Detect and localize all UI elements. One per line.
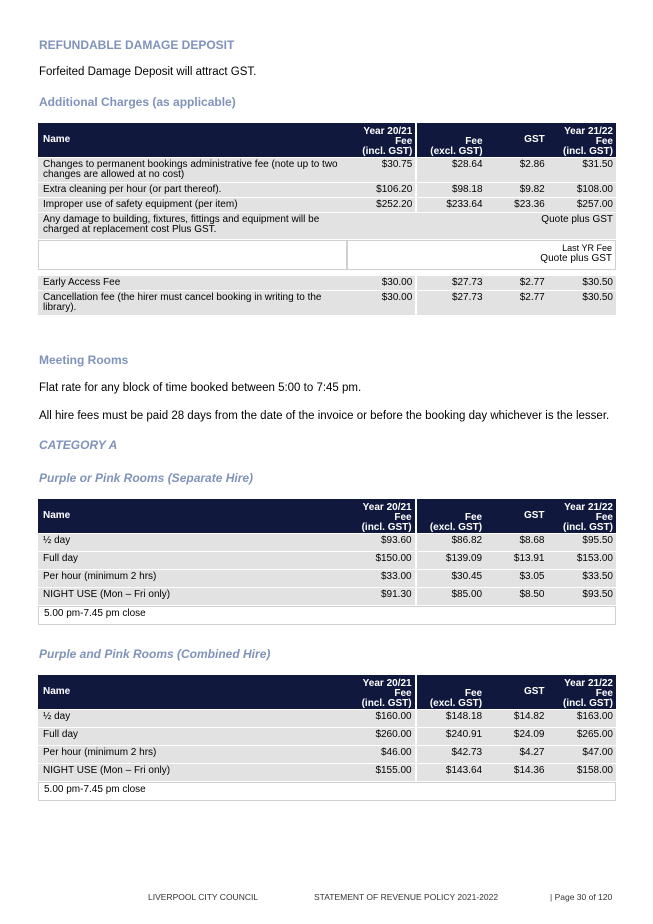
row-gst: $8.50	[485, 588, 547, 605]
row-new-fee: $265.00	[548, 728, 617, 745]
row-name: Improper use of safety equipment (per item)	[38, 198, 347, 212]
header-fee-excl	[415, 675, 485, 709]
header-year-2021	[346, 675, 414, 709]
table-row	[38, 198, 616, 212]
row-new-fee: $158.00	[548, 764, 617, 781]
row-new-fee: $95.50	[548, 534, 617, 551]
header-name: Name	[38, 123, 347, 157]
row-fee-excl: $143.64	[415, 764, 485, 781]
row-name: Extra cleaning per hour (or part thereof).	[38, 183, 347, 197]
table-row	[38, 213, 616, 239]
row-quote: Quote plus GST	[347, 213, 616, 239]
row-prev-fee: $93.60	[346, 534, 414, 551]
row-new-fee: $257.00	[548, 198, 616, 212]
row-new-fee: $31.50	[548, 158, 616, 182]
row-gst: $3.05	[485, 570, 547, 587]
row-note: 5.00 pm-7.45 pm close	[38, 782, 616, 801]
forfeited-text: Forfeited Damage Deposit will attract GST.	[39, 66, 257, 78]
row-gst: $2.77	[486, 276, 548, 290]
row-name: Full day	[38, 552, 346, 569]
header-gst: GST	[485, 675, 547, 709]
row-new-fee: $47.00	[548, 746, 617, 763]
header-fee-excl	[415, 123, 485, 157]
header-text: Year 20/21	[362, 678, 412, 689]
header-year-2122	[548, 499, 617, 533]
table-row	[38, 782, 616, 801]
row-prev-fee: $30.00	[347, 276, 415, 290]
row-name: ½ day	[38, 710, 346, 727]
additional-title: Additional Charges (as applicable)	[39, 95, 236, 109]
additional-charges-table	[38, 122, 616, 316]
header-text: Fee	[465, 136, 483, 147]
row-name: Changes to permanent bookings administrative fee (note up to two changes are allowed at no cost)	[38, 158, 347, 182]
category-title: CATEGORY A	[39, 438, 118, 452]
table-header	[38, 675, 616, 709]
header-text: (excl. GST)	[430, 146, 483, 157]
header-text: (incl. GST)	[362, 146, 413, 157]
row-prev-fee: $91.30	[346, 588, 414, 605]
header-text: (incl. GST)	[563, 146, 613, 157]
row-name: ½ day	[38, 534, 346, 551]
row-gst: $13.91	[485, 552, 547, 569]
combined-hire-title: Purple and Pink Rooms (Combined Hire)	[39, 647, 271, 661]
row-name: Per hour (minimum 2 hrs)	[38, 570, 346, 587]
row-prev-fee: $30.00	[347, 291, 415, 315]
row-gst: $23.36	[486, 198, 548, 212]
row-name: Per hour (minimum 2 hrs)	[38, 746, 346, 763]
row-name: NIGHT USE (Mon – Fri only)	[38, 764, 346, 781]
refundable-title: REFUNDABLE DAMAGE DEPOSIT	[39, 38, 235, 52]
header-text: Fee	[394, 688, 412, 699]
row-prev-fee: $46.00	[346, 746, 414, 763]
row-fee-excl: $233.64	[415, 198, 485, 212]
table-row	[38, 588, 616, 605]
header-gst: GST	[485, 499, 547, 533]
header-text: Fee	[595, 688, 613, 699]
table-row	[38, 240, 616, 270]
row-fee-excl: $139.09	[415, 552, 485, 569]
header-text: Fee	[395, 136, 413, 147]
row-fee-excl: $85.00	[415, 588, 485, 605]
row-fee-excl: $27.73	[415, 276, 485, 290]
row-fee-excl: $86.82	[415, 534, 485, 551]
header-text: Fee	[595, 136, 613, 147]
table-header	[38, 499, 616, 533]
row-gst: $4.27	[485, 746, 547, 763]
row-prev-fee: $155.00	[346, 764, 414, 781]
header-text: Year 21/22	[564, 678, 613, 689]
table-row	[38, 158, 616, 182]
last-yr-label: Last YR Fee	[562, 243, 612, 253]
table-row	[38, 746, 616, 763]
header-name: Name	[38, 499, 346, 533]
footer-statement: STATEMENT OF REVENUE POLICY 2021-2022	[314, 892, 499, 902]
row-new-fee: $153.00	[548, 552, 617, 569]
row-fee-excl: $28.64	[415, 158, 485, 182]
header-text: (incl. GST)	[361, 522, 412, 533]
row-fee-excl: $240.91	[415, 728, 485, 745]
header-year-2021	[346, 499, 414, 533]
table-row	[38, 276, 616, 290]
footer-council: LIVERPOOL CITY COUNCIL	[148, 892, 259, 902]
row-new-fee: $163.00	[548, 710, 617, 727]
header-text: (incl. GST)	[563, 522, 613, 533]
row-prev-fee: $33.00	[346, 570, 414, 587]
table-row	[38, 710, 616, 727]
header-year-2122	[548, 675, 617, 709]
table-header	[38, 123, 616, 157]
header-fee-excl	[415, 499, 485, 533]
flat-rate-text: Flat rate for any block of time booked between 5:00 to 7:45 pm.	[39, 382, 362, 394]
table-row	[38, 291, 616, 315]
header-text: Fee	[464, 688, 483, 699]
header-text: (incl. GST)	[563, 698, 613, 709]
table-row	[38, 183, 616, 197]
header-year-2122	[548, 123, 616, 157]
header-text: Year 20/21	[362, 502, 412, 513]
row-fee-excl: $98.18	[415, 183, 485, 197]
row-prev-fee: $260.00	[346, 728, 414, 745]
table-row	[38, 728, 616, 745]
row-gst: $14.36	[485, 764, 547, 781]
table-row	[38, 552, 616, 569]
row-prev-fee: $252.20	[347, 198, 415, 212]
footer-page: | Page 30 of 120	[550, 892, 613, 902]
row-fee-excl: $148.18	[415, 710, 485, 727]
table-row	[38, 606, 616, 625]
row-gst: $14.82	[485, 710, 547, 727]
header-year-2021	[347, 123, 415, 157]
header-text: Fee	[394, 512, 412, 523]
row-name: Full day	[38, 728, 346, 745]
header-text: (excl. GST)	[429, 698, 483, 709]
meeting-rooms-title: Meeting Rooms	[39, 353, 129, 367]
row-name: Early Access Fee	[38, 276, 347, 290]
hire-fees-text: All hire fees must be paid 28 days from the date of the invoice or before the booking day whichever is the lesser.	[39, 410, 610, 422]
row-last-yr	[347, 240, 616, 270]
spacer	[38, 271, 616, 275]
row-gst: $24.09	[485, 728, 547, 745]
row-gst: $2.86	[486, 158, 548, 182]
separate-hire-title: Purple or Pink Rooms (Separate Hire)	[39, 471, 254, 485]
row-name: NIGHT USE (Mon – Fri only)	[38, 588, 346, 605]
row-gst: $8.68	[485, 534, 547, 551]
row-prev-fee: $160.00	[346, 710, 414, 727]
row-gst: $2.77	[486, 291, 548, 315]
row-name: Any damage to building, fixtures, fittings and equipment will be charged at replacement cost Plus GST.	[38, 213, 347, 239]
separate-hire-table	[38, 498, 616, 626]
row-new-fee: $30.50	[548, 291, 616, 315]
table-row	[38, 570, 616, 587]
row-name-empty	[38, 240, 347, 270]
combined-hire-table	[38, 674, 616, 802]
table-spacer	[38, 271, 616, 275]
header-text: (excl. GST)	[429, 522, 483, 533]
header-name: Name	[38, 675, 346, 709]
row-name: Cancellation fee (the hirer must cancel booking in writing to the library).	[38, 291, 347, 315]
row-fee-excl: $30.45	[415, 570, 485, 587]
header-gst: GST	[486, 123, 548, 157]
row-fee-excl: $27.73	[415, 291, 485, 315]
row-gst: $9.82	[486, 183, 548, 197]
header-text: Year 21/22	[564, 502, 613, 513]
row-fee-excl: $42.73	[415, 746, 485, 763]
last-yr-quote: Quote plus GST	[540, 253, 612, 264]
row-note: 5.00 pm-7.45 pm close	[38, 606, 616, 625]
table-row	[38, 534, 616, 551]
row-prev-fee: $30.75	[347, 158, 415, 182]
header-text: (incl. GST)	[361, 698, 412, 709]
row-new-fee: $30.50	[548, 276, 616, 290]
header-text: Year 21/22	[564, 126, 613, 137]
header-text: Year 20/21	[363, 126, 413, 137]
header-text: Fee	[595, 512, 613, 523]
row-new-fee: $93.50	[548, 588, 617, 605]
row-new-fee: $108.00	[548, 183, 616, 197]
header-text: Fee	[464, 512, 483, 523]
table-row	[38, 764, 616, 781]
row-new-fee: $33.50	[548, 570, 617, 587]
row-prev-fee: $150.00	[346, 552, 414, 569]
row-prev-fee: $106.20	[347, 183, 415, 197]
